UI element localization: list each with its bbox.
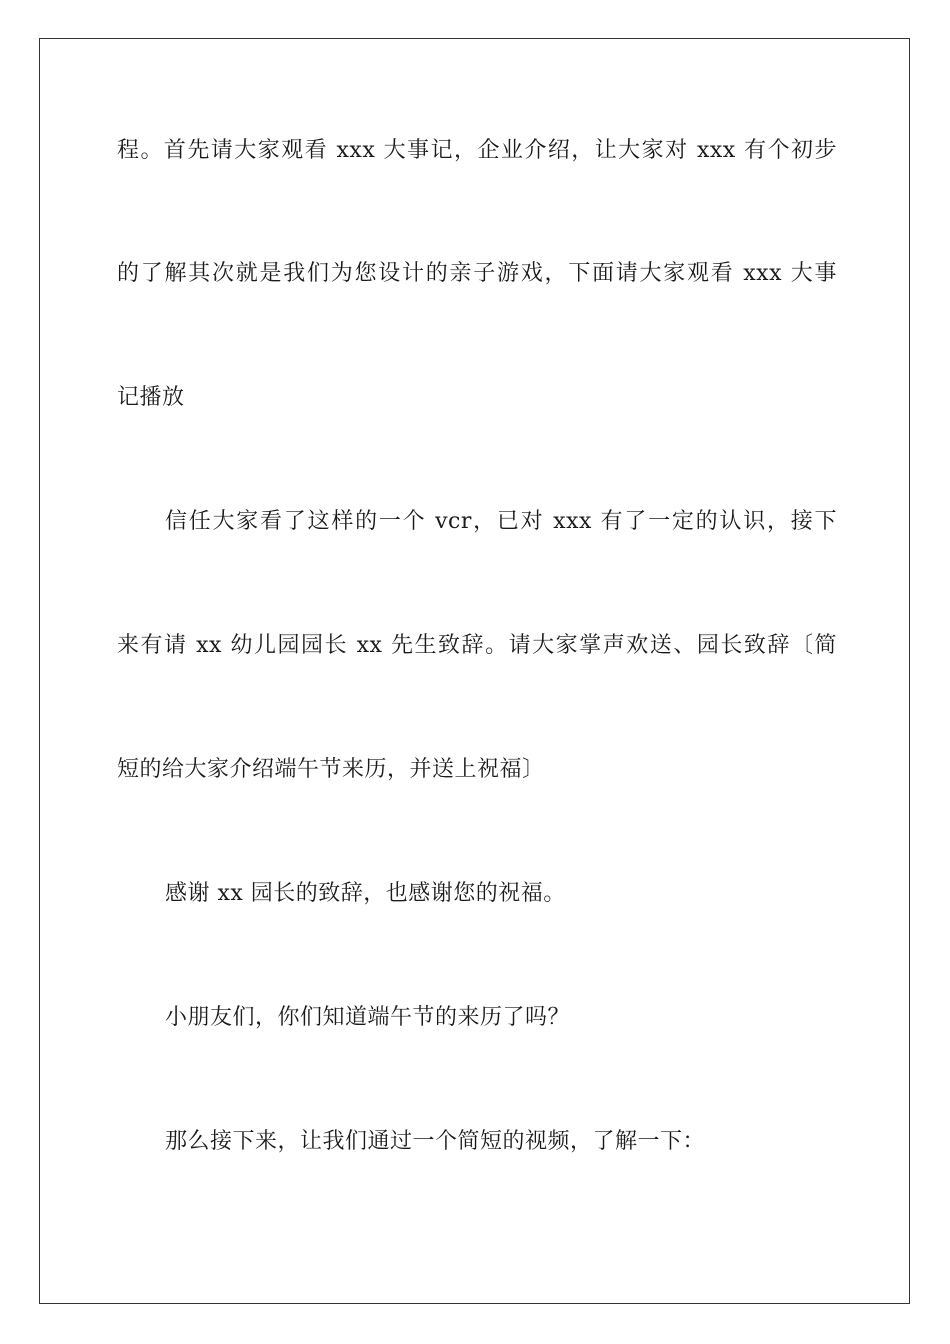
- paragraph-line-3: 记播放: [117, 385, 185, 410]
- paragraph-line-2: 的了解其次就是我们为您设计的亲子游戏，下面请大家观看 xxx 大事: [117, 261, 837, 286]
- paragraph-line-5: 来有请 xx 幼儿园园长 xx 先生致辞。请大家掌声欢送、园长致辞〔简: [117, 633, 837, 658]
- page-border: [39, 38, 910, 1304]
- paragraph-line-6: 短的给大家介绍端午节来历，并送上祝福〕: [117, 757, 545, 782]
- paragraph-line-4: 信任大家看了这样的一个 vcr，已对 xxx 有了一定的认识，接下: [165, 509, 837, 534]
- paragraph-line-7: 感谢 xx 园长的致辞，也感谢您的祝福。: [165, 881, 566, 906]
- paragraph-line-8: 小朋友们，你们知道端午节的来历了吗？: [165, 1005, 571, 1030]
- paragraph-line-1: 程。首先请大家观看 xxx 大事记，企业介绍，让大家对 xxx 有个初步: [117, 138, 837, 163]
- paragraph-line-9: 那么接下来，让我们通过一个简短的视频，了解一下：: [165, 1129, 706, 1154]
